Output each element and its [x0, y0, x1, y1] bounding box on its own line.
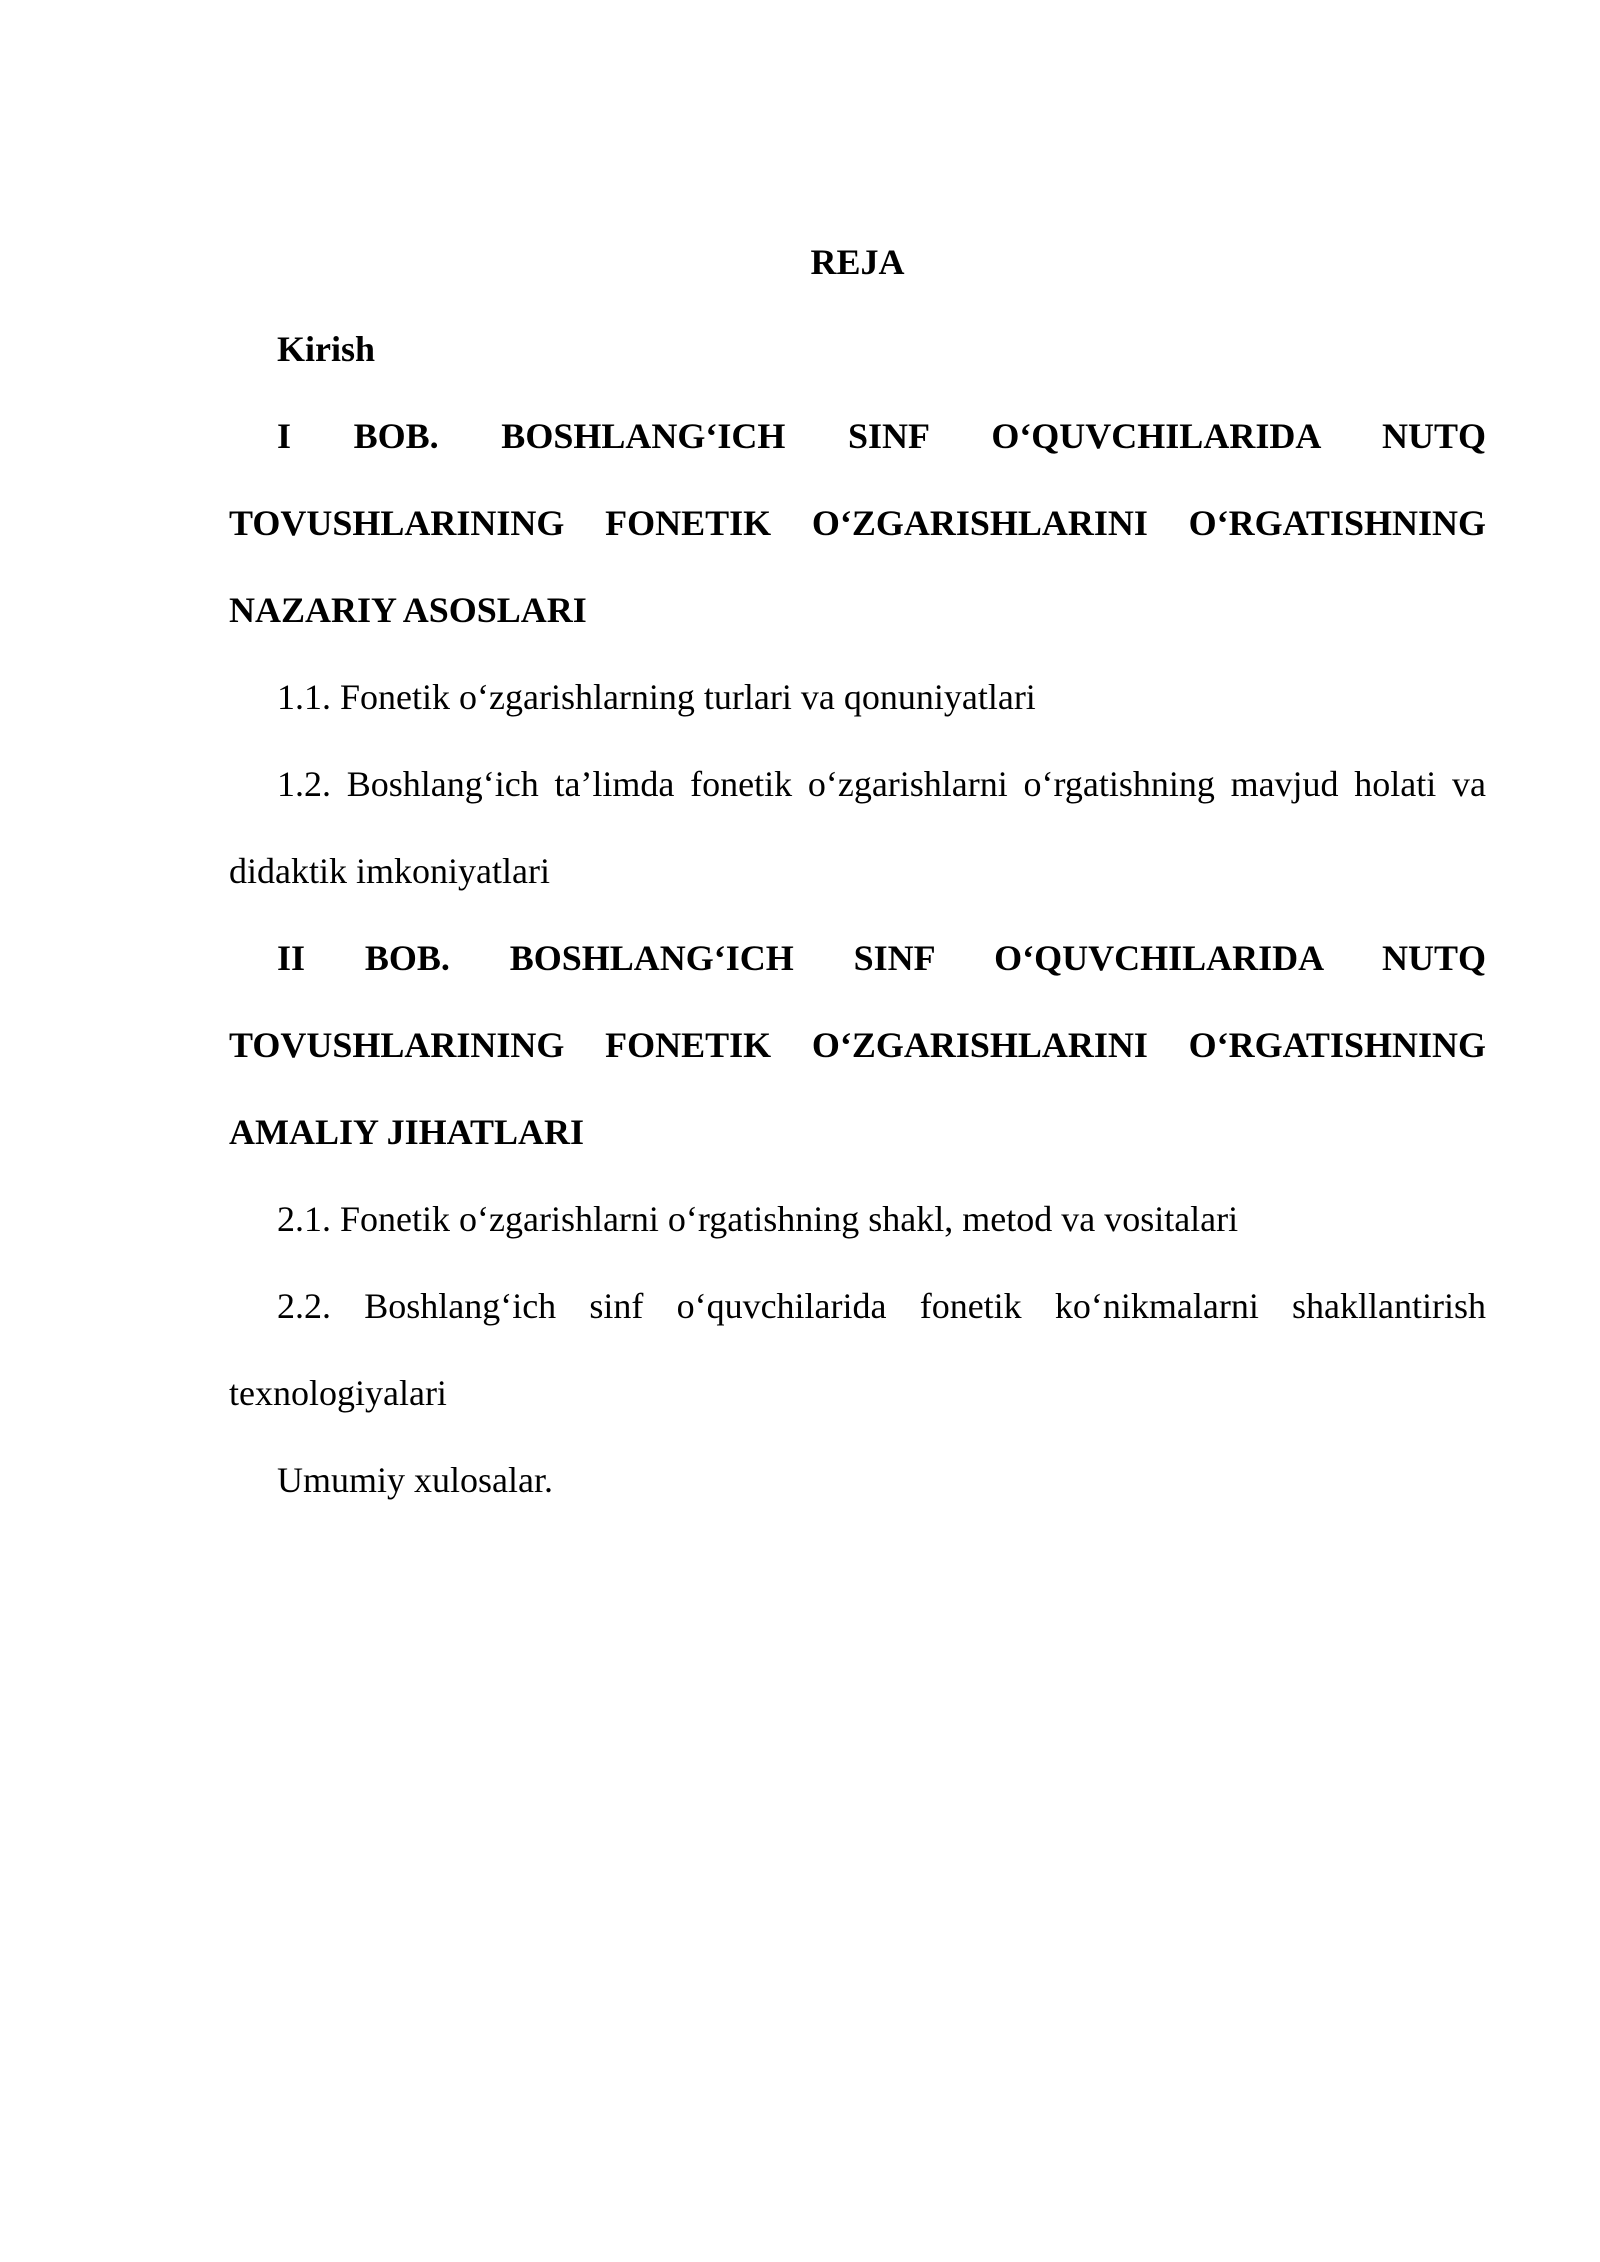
conclusion: Umumiy xulosalar.	[277, 1460, 553, 1500]
chapter2-heading-line3: AMALIY JIHATLARI	[229, 1112, 585, 1152]
section-2-1: 2.1. Fonetik o‘zgarishlarni o‘rgatishning shakl, metod va vositalari	[277, 1199, 1239, 1239]
chapter1-heading-line2: TOVUSHLARINING FONETIK O‘ZGARISHLARINI O‘RGATISHNING	[229, 503, 1486, 543]
section-1-2-line1: 1.2. Boshlang‘ich ta’limda fonetik o‘zgarishlarni o‘rgatishning mavjud holati va	[277, 764, 1486, 804]
section-1-1: 1.1. Fonetik o‘zgarishlarning turlari va qonuniyatlari	[277, 677, 1036, 717]
section-2-2-line1: 2.2. Boshlang‘ich sinf o‘quvchilarida fonetik ko‘nikmalarni shakllantirish	[277, 1286, 1486, 1326]
chapter2-heading-line2: TOVUSHLARINING FONETIK O‘ZGARISHLARINI O‘RGATISHNING	[229, 1025, 1486, 1065]
section-1-2-line2: didaktik imkoniyatlari	[229, 851, 550, 891]
chapter1-heading-line3: NAZARIY ASOSLARI	[229, 590, 587, 630]
plan-content	[229, 232, 1486, 1537]
chapter1-heading-line1: I BOB. BOSHLANG‘ICH SINF O‘QUVCHILARIDA NUTQ	[277, 416, 1486, 456]
chapter2-heading-line1: II BOB. BOSHLANG‘ICH SINF O‘QUVCHILARIDA NUTQ	[277, 938, 1486, 978]
section-2-2-line2: texnologiyalari	[229, 1373, 447, 1413]
intro-heading: Kirish	[277, 329, 376, 369]
page-title: REJA	[810, 242, 905, 282]
